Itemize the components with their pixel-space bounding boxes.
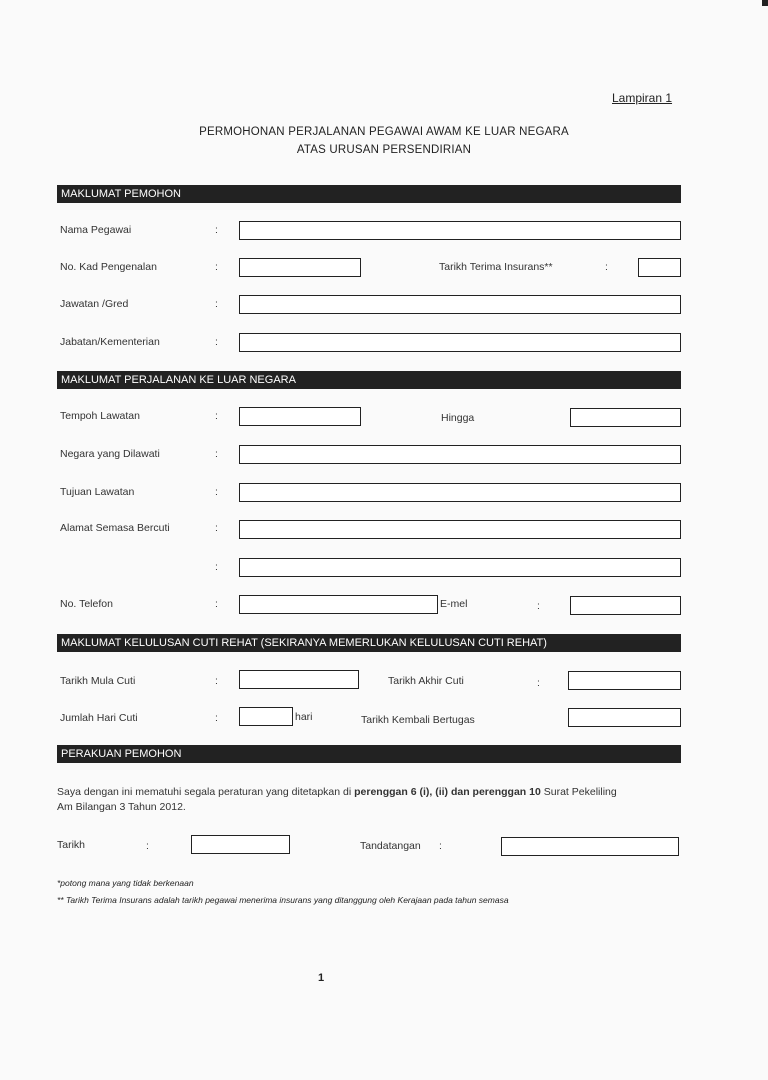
alamat-field-1[interactable] xyxy=(239,520,681,539)
alamat-field-2[interactable] xyxy=(239,558,681,577)
label-tandatangan: Tandatangan xyxy=(360,840,421,852)
declaration-bold: perenggan 6 (i), (ii) dan perenggan 10 xyxy=(354,786,541,798)
form-title-line1: PERMOHONAN PERJALANAN PEGAWAI AWAM KE LUAR NEGARA xyxy=(199,126,569,138)
jabatan-field[interactable] xyxy=(239,333,681,352)
colon: : xyxy=(215,224,218,236)
section-header-pemohon: MAKLUMAT PEMOHON xyxy=(57,185,681,203)
emel-field[interactable] xyxy=(570,596,681,615)
colon: : xyxy=(215,522,218,534)
label-emel: E-mel xyxy=(440,598,468,610)
label-tujuan: Tujuan Lawatan xyxy=(60,486,135,498)
label-tarikh-mula-cuti: Tarikh Mula Cuti xyxy=(60,675,136,687)
colon: : xyxy=(439,840,442,852)
footnote-2: ** Tarikh Terima Insurans adalah tarikh pegawai menerima insurans yang ditanggung oleh Kerajaan pada tahun semasa xyxy=(57,895,509,905)
colon: : xyxy=(215,298,218,310)
tarikh-kembali-bertugas-field[interactable] xyxy=(568,708,681,727)
colon: : xyxy=(215,336,218,348)
label-nama-pegawai: Nama Pegawai xyxy=(60,224,132,236)
page-edge-mark xyxy=(762,0,768,6)
label-negara: Negara yang Dilawati xyxy=(60,448,160,460)
label-telefon: No. Telefon xyxy=(60,598,113,610)
jawatan-field[interactable] xyxy=(239,295,681,314)
declaration-text2: Surat Pekeliling xyxy=(540,786,617,798)
label-tempoh-lawatan: Tempoh Lawatan xyxy=(60,410,140,422)
colon: : xyxy=(537,600,540,612)
colon: : xyxy=(215,712,218,724)
section-header-kelulusan: MAKLUMAT KELULUSAN CUTI REHAT (SEKIRANYA MEMERLUKAN KELULUSAN CUTI REHAT) xyxy=(57,634,681,652)
label-jabatan: Jabatan/Kementerian xyxy=(60,336,160,348)
telefon-field[interactable] xyxy=(239,595,438,614)
colon: : xyxy=(215,561,218,573)
declaration-text1: Saya dengan ini mematuhi segala peraturan yang ditetapkan di xyxy=(57,786,355,798)
no-kad-field[interactable] xyxy=(239,258,361,277)
nama-pegawai-field[interactable] xyxy=(239,221,681,240)
label-tarikh: Tarikh xyxy=(57,839,86,851)
declaration-line2: Am Bilangan 3 Tahun 2012. xyxy=(57,801,186,813)
colon: : xyxy=(215,448,218,460)
colon: : xyxy=(215,410,218,422)
declaration-line1 xyxy=(57,786,697,798)
hingga-field[interactable] xyxy=(570,408,681,427)
tujuan-field[interactable] xyxy=(239,483,681,502)
footnote-1: *potong mana yang tidak berkenaan xyxy=(57,878,194,888)
colon: : xyxy=(215,261,218,273)
label-no-kad: No. Kad Pengenalan xyxy=(60,261,157,273)
label-tarikh-akhir-cuti: Tarikh Akhir Cuti xyxy=(388,675,464,687)
section-header-perakuan: PERAKUAN PEMOHON xyxy=(57,745,681,763)
label-hingga: Hingga xyxy=(441,412,475,424)
label-tarikh-terima-insurans: Tarikh Terima Insurans** xyxy=(439,261,553,273)
label-alamat: Alamat Semasa Bercuti xyxy=(60,522,170,534)
colon: : xyxy=(605,261,608,273)
colon: : xyxy=(215,598,218,610)
tempoh-lawatan-field[interactable] xyxy=(239,407,361,426)
tarikh-field[interactable] xyxy=(191,835,290,854)
section-header-perjalanan: MAKLUMAT PERJALANAN KE LUAR NEGARA xyxy=(57,371,681,389)
lampiran-label: Lampiran 1 xyxy=(612,91,673,105)
label-jawatan: Jawatan /Gred xyxy=(60,298,129,310)
colon: : xyxy=(215,675,218,687)
tarikh-akhir-cuti-field[interactable] xyxy=(568,671,681,690)
tarikh-terima-insurans-field[interactable] xyxy=(638,258,681,277)
jumlah-hari-cuti-field[interactable] xyxy=(239,707,293,726)
label-tarikh-kembali-bertugas: Tarikh Kembali Bertugas xyxy=(361,714,475,726)
negara-field[interactable] xyxy=(239,445,681,464)
colon: : xyxy=(146,840,149,852)
form-title-line2: ATAS URUSAN PERSENDIRIAN xyxy=(296,144,472,156)
label-jumlah-hari-cuti: Jumlah Hari Cuti xyxy=(60,712,138,724)
colon: : xyxy=(537,677,540,689)
page-number: 1 xyxy=(318,972,325,984)
label-hari: hari xyxy=(295,711,313,723)
tandatangan-field[interactable] xyxy=(501,837,679,856)
colon: : xyxy=(215,486,218,498)
tarikh-mula-cuti-field[interactable] xyxy=(239,670,359,689)
